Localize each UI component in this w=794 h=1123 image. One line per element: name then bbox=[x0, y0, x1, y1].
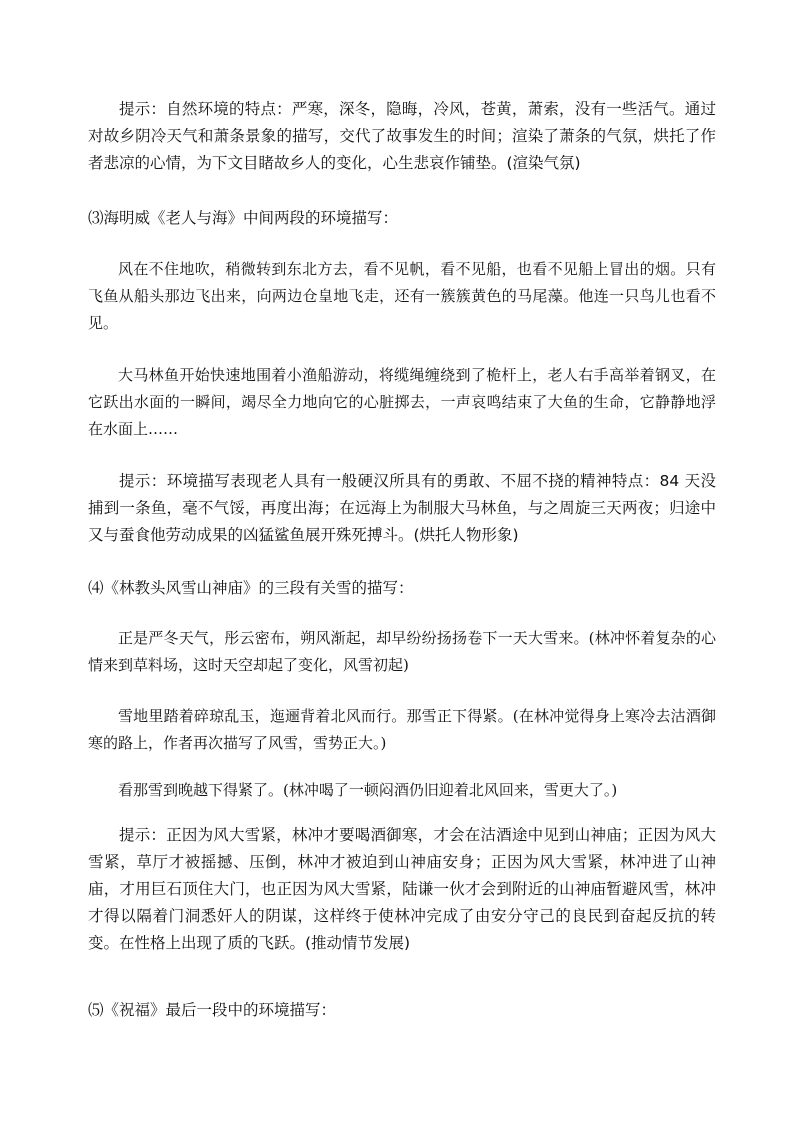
quote-paragraph-3a: 风在不住地吹，稍微转到东北方去，看不见帆，看不见船，也看不见船上冒出的烟。只有飞鱼从船头那边飞出来，向两边仓皇地飞走，还有一簇簇黄色的马尾藻。他连一只鸟儿也看不见。 bbox=[88, 260, 716, 332]
hint-paragraph-3: 提示：环境描写表现老人具有一般硬汉所具有的勇敢、不屈不挠的精神特点：84 天没捕到一条鱼，毫不气馁，再度出海；在远海上为制服大马林鱼，与之周旋三天两夜；归途中又与蚕食他劳动成果的凶猛鲨鱼展开殊死搏斗。(烘托人物形象) bbox=[88, 472, 716, 544]
quote-paragraph-4b: 雪地里踏着碎琼乱玉，迤逦背着北风而行。那雪正下得紧。(在林冲觉得身上寒冷去沽酒御寒的路上，作者再次描写了风雪，雪势正大。) bbox=[88, 707, 716, 752]
quote-paragraph-4a: 正是严冬天气，彤云密布，朔风渐起，却早纷纷扬扬卷下一天大雪来。(林冲怀着复杂的心情来到草料场，这时天空却起了变化，风雪初起) bbox=[88, 629, 716, 674]
hint-paragraph-1: 提示：自然环境的特点：严寒，深冬，隐晦，冷风，苍黄，萧索，没有一些活气。通过对故乡阴冷天气和萧条景象的描写，交代了故事发生的时间；渲染了萧条的气氛，烘托了作者悲凉的心情，为下文目睹故乡人的变化，心生悲哀作铺垫。(渲染气氛) bbox=[88, 100, 716, 172]
section-heading-3: ⑶海明威《老人与海》中间两段的环境描写： bbox=[88, 209, 399, 227]
section-heading-5: ⑸《祝福》最后一段中的环境描写： bbox=[88, 1001, 337, 1019]
quote-paragraph-3b: 大马林鱼开始快速地围着小渔船游动，将缆绳缠绕到了桅杆上，老人右手高举着钢叉，在它跃出水面的一瞬间，竭尽全力地向它的心脏掷去，一声哀鸣结束了大鱼的生命，它静静地浮在水面上…… bbox=[88, 366, 716, 438]
section-heading-4: ⑷《林教头风雪山神庙》的三段有关雪的描写： bbox=[88, 579, 414, 597]
hint-paragraph-4: 提示：正因为风大雪紧，林冲才要喝酒御寒，才会在沽酒途中见到山神庙；正因为风大雪紧，草厅才被摇撼、压倒，林冲才被迫到山神庙安身；正因为风大雪紧，林冲进了山神庙，才用巨石顶住大门，也正因为风大雪紧，陆谦一伙才会到附近的山神庙暂避风雪，林冲才得以隔着门洞悉奸人的阴谋，这样终于使林冲完成了由安分守己的良民到奋起反抗的转变。在性格上出现了质的飞跃。(推动情节发展) bbox=[88, 826, 716, 952]
quote-paragraph-4c: 看那雪到晚越下得紧了。(林冲喝了一顿闷酒仍旧迎着北风回来，雪更大了。) bbox=[118, 781, 618, 799]
